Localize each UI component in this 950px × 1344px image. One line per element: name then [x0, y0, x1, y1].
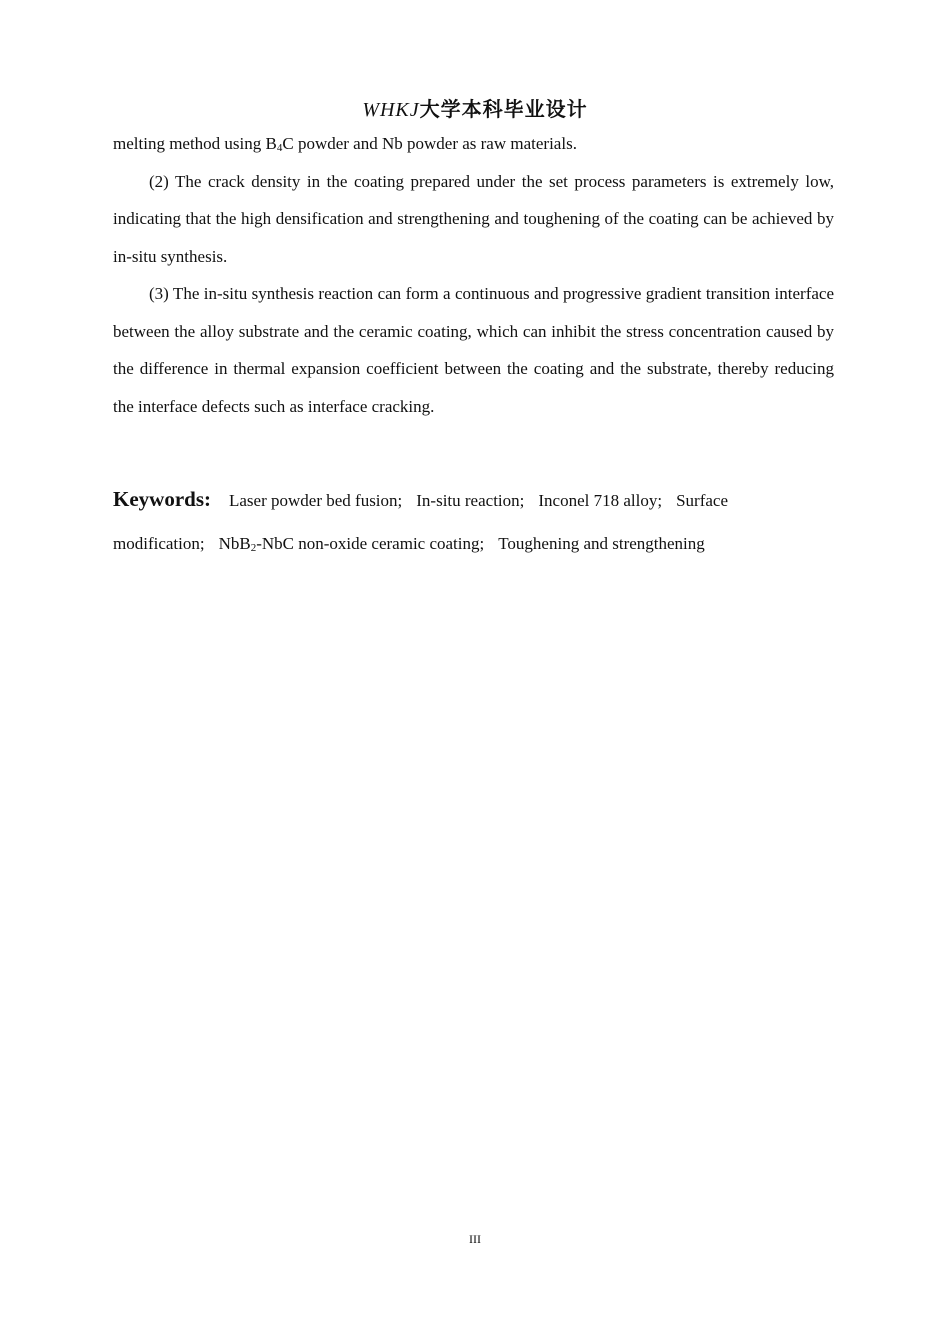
subscript: 2	[250, 542, 257, 554]
keyword-item: Laser powder bed fusion;	[229, 491, 403, 510]
keyword-item: Surface modification;	[113, 491, 728, 553]
abstract-body	[113, 125, 834, 425]
keyword-item	[219, 534, 485, 553]
paragraph-point-2: (2) The crack density in the coating prepared under the set process parameters is extremely low, indicating that the high densification and strengthening and toughening of the coating can be achieved by in-situ synthesis.	[113, 171, 834, 266]
page-number: III	[469, 1232, 481, 1246]
paragraph-point-3: (3) The in-situ synthesis reaction can form a continuous and progressive gradient transition interface between the alloy substrate and the ceramic coating, which can inhibit the stress concentration caused by the difference in thermal expansion coefficient between the coating and the substrate, thereby reducing the interface defects such as interface cracking.	[113, 284, 834, 416]
page-header	[0, 93, 950, 122]
header-title: 大学本科毕业设计	[419, 99, 588, 121]
keyword-text: -NbC non-oxide ceramic coating;	[256, 534, 485, 553]
keyword-item: Inconel 718 alloy;	[538, 491, 663, 510]
keyword-text: NbB	[218, 534, 251, 553]
keyword-item: In-situ reaction;	[416, 491, 525, 510]
keyword-item: Toughening and strengthening	[498, 534, 705, 553]
subscript: 4	[276, 142, 283, 154]
paragraph-text: C powder and Nb powder as raw materials.	[282, 134, 577, 153]
keywords-label: Keywords:	[113, 487, 211, 511]
paragraph-continuation	[113, 125, 834, 163]
keywords-section	[113, 478, 834, 565]
header-institution-code: WHKJ	[362, 99, 420, 121]
paragraph-text: melting method using B	[113, 134, 277, 153]
